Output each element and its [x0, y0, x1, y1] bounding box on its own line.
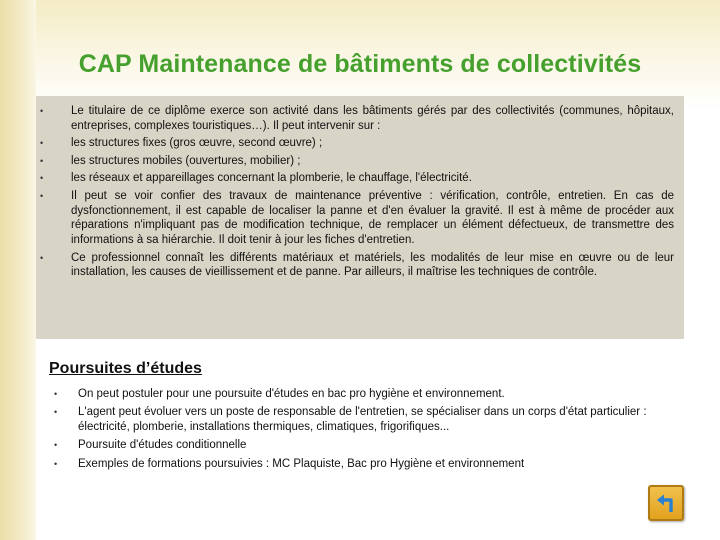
return-arrow-icon [654, 491, 678, 515]
studies-list [49, 387, 661, 475]
studies-heading: Poursuites d’études [49, 360, 202, 377]
left-decoration-bar [0, 0, 36, 540]
return-button[interactable] [648, 485, 684, 521]
list-item: • les structures fixes (gros œuvre, second œuvre) ; [34, 136, 674, 151]
list-item: • les réseaux et appareillages concernant la plomberie, le chauffage, l'électricité. [34, 171, 674, 186]
page-title: CAP Maintenance de bâtiments de collectivités [78, 50, 642, 78]
list-item: • On peut postuler pour une poursuite d'études en bac pro hygiène et environnement. [49, 387, 661, 402]
list-item: • L'agent peut évoluer vers un poste de responsable de l'entretien, se spécialiser dans un corps d'état particulier : électricité, plomberie, installations thermiques, climatiques, frigorifiques... [49, 405, 661, 435]
list-item: • Ce professionnel connaît les différents matériaux et matériels, les modalités de leur mise en œuvre ou de leur installation, les causes de vieillissement et de panne. Par ailleurs, il maîtrise les techniques de contrôle. [34, 251, 674, 281]
description-list [34, 104, 674, 283]
list-item: • Exemples de formations poursuivies : MC Plaquiste, Bac pro Hygiène et environnement [49, 457, 661, 472]
list-item: • les structures mobiles (ouvertures, mobilier) ; [34, 154, 674, 169]
list-item: • Le titulaire de ce diplôme exerce son activité dans les bâtiments gérés par des collectivités (communes, hôpitaux, entreprises, complexes touristiques…). Il peut intervenir sur : [34, 104, 674, 134]
list-item: • Poursuite d'études conditionnelle [49, 438, 661, 453]
list-item: • Il peut se voir confier des travaux de maintenance préventive : vérification, contrôle, entretien. En cas de dysfonctionnement, il est capable de localiser la panne et d'en évaluer la gravité. Il est à même de procéder aux réparations n'impliquant pas de modification technique, de remplacer un élément défectueux, de transmettre des informations à sa hiérarchie. Il doit tenir à jour les fiches d'entretien. [34, 189, 674, 248]
